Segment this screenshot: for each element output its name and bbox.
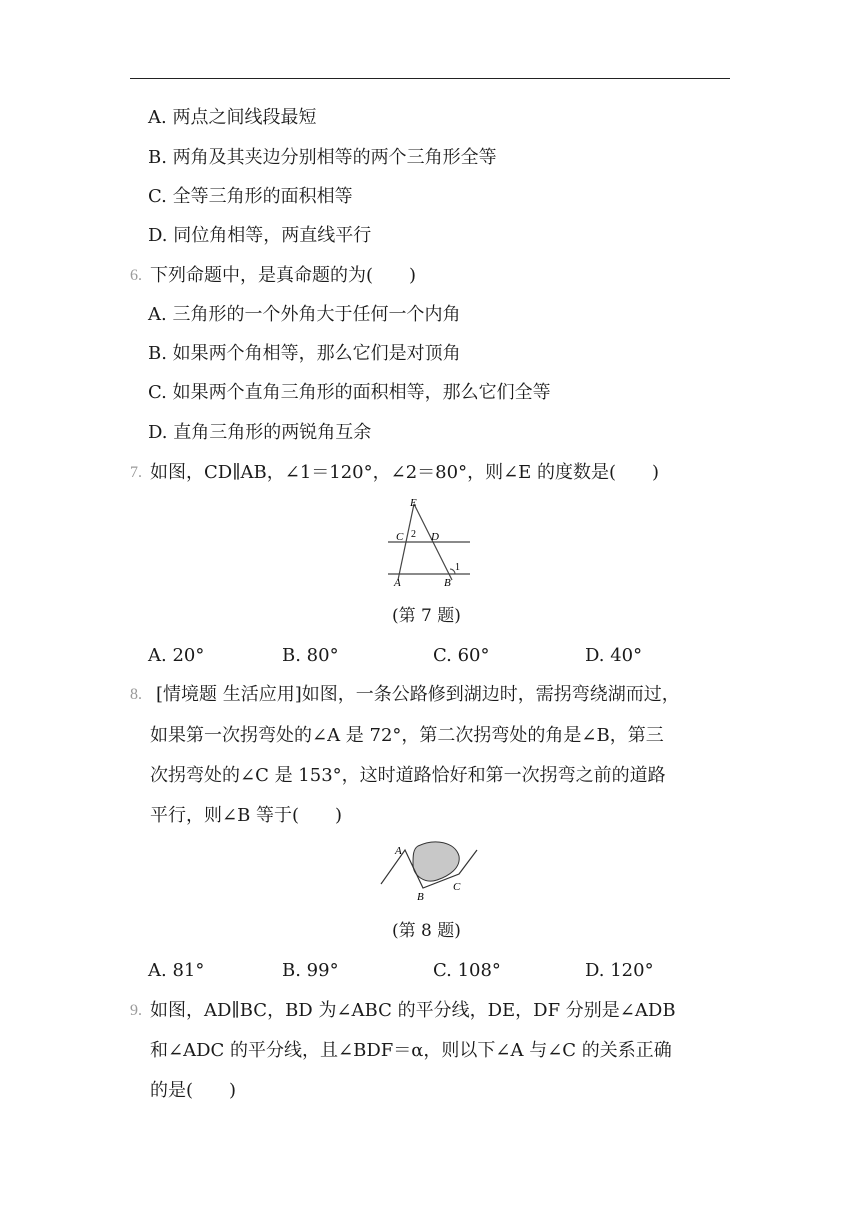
q7-caption: (第 7 题) — [392, 606, 461, 626]
q8-figure — [375, 836, 485, 908]
q8-line-1: [情境题 生活应用]如图，一条公路修到湖边时，需拐弯绕湖而过， — [156, 684, 680, 705]
q7-answer-a: A. 20° — [148, 645, 205, 666]
q7-stem: 如图，CD∥AB，∠1＝120°，∠2＝80°，则∠E 的度数是( ) — [150, 462, 660, 483]
q7-answer-b: B. 80° — [282, 645, 339, 666]
q8-line-3: 次拐弯处的∠C 是 153°，这时道路恰好和第一次拐弯之前的道路 — [150, 765, 666, 786]
q6-option-a: A. 三角形的一个外角大于任何一个内角 — [148, 304, 461, 325]
q8-caption: (第 8 题) — [392, 921, 461, 941]
q8-label-c: C — [453, 881, 461, 893]
q9-line-3: 的是( ) — [150, 1080, 237, 1101]
q7-label-b: B — [444, 577, 451, 588]
q8-answer-a: A. 81° — [148, 960, 205, 981]
q7-label-2: 2 — [411, 529, 416, 540]
q8-answer-b: B. 99° — [282, 960, 339, 981]
q8-number: 8. — [130, 686, 142, 703]
header-rule — [130, 78, 730, 79]
q5-option-b: B. 两角及其夹边分别相等的两个三角形全等 — [148, 147, 497, 168]
q7-figure — [380, 494, 480, 588]
q6-option-c: C. 如果两个直角三角形的面积相等，那么它们全等 — [148, 382, 551, 403]
q5-option-d: D. 同位角相等，两直线平行 — [148, 225, 372, 246]
q7-answer-d: D. 40° — [585, 645, 643, 666]
q8-line-4: 平行，则∠B 等于( ) — [150, 805, 343, 826]
q7-label-c: C — [396, 531, 404, 543]
q8-answer-c: C. 108° — [433, 960, 501, 981]
q6-number: 6. — [130, 267, 142, 284]
q5-option-a: A. 两点之间线段最短 — [148, 107, 317, 128]
q6-stem: 下列命题中，是真命题的为( ) — [150, 265, 417, 286]
q9-line-1: 如图，AD∥BC，BD 为∠ABC 的平分线，DE，DF 分别是∠ADB — [150, 1000, 676, 1021]
q8-label-a: A — [395, 845, 402, 857]
q7-number: 7. — [130, 464, 142, 481]
q6-option-b: B. 如果两个角相等，那么它们是对顶角 — [148, 343, 461, 364]
q8-line-2: 如果第一次拐弯处的∠A 是 72°，第二次拐弯处的角是∠B，第三 — [150, 725, 664, 746]
q5-option-c: C. 全等三角形的面积相等 — [148, 186, 353, 207]
q8-answer-d: D. 120° — [585, 960, 654, 981]
q8-label-b: B — [417, 891, 424, 903]
q9-number: 9. — [130, 1002, 142, 1019]
q7-label-1: 1 — [455, 562, 460, 573]
q7-label-e: E — [410, 497, 417, 509]
q6-option-d: D. 直角三角形的两锐角互余 — [148, 422, 372, 443]
q7-label-d: D — [431, 531, 439, 543]
q8-lake — [413, 842, 459, 881]
q9-line-2: 和∠ADC 的平分线，且∠BDF＝α，则以下∠A 与∠C 的关系正确 — [150, 1040, 672, 1061]
q7-label-a: A — [394, 577, 401, 588]
q7-answer-c: C. 60° — [433, 645, 490, 666]
